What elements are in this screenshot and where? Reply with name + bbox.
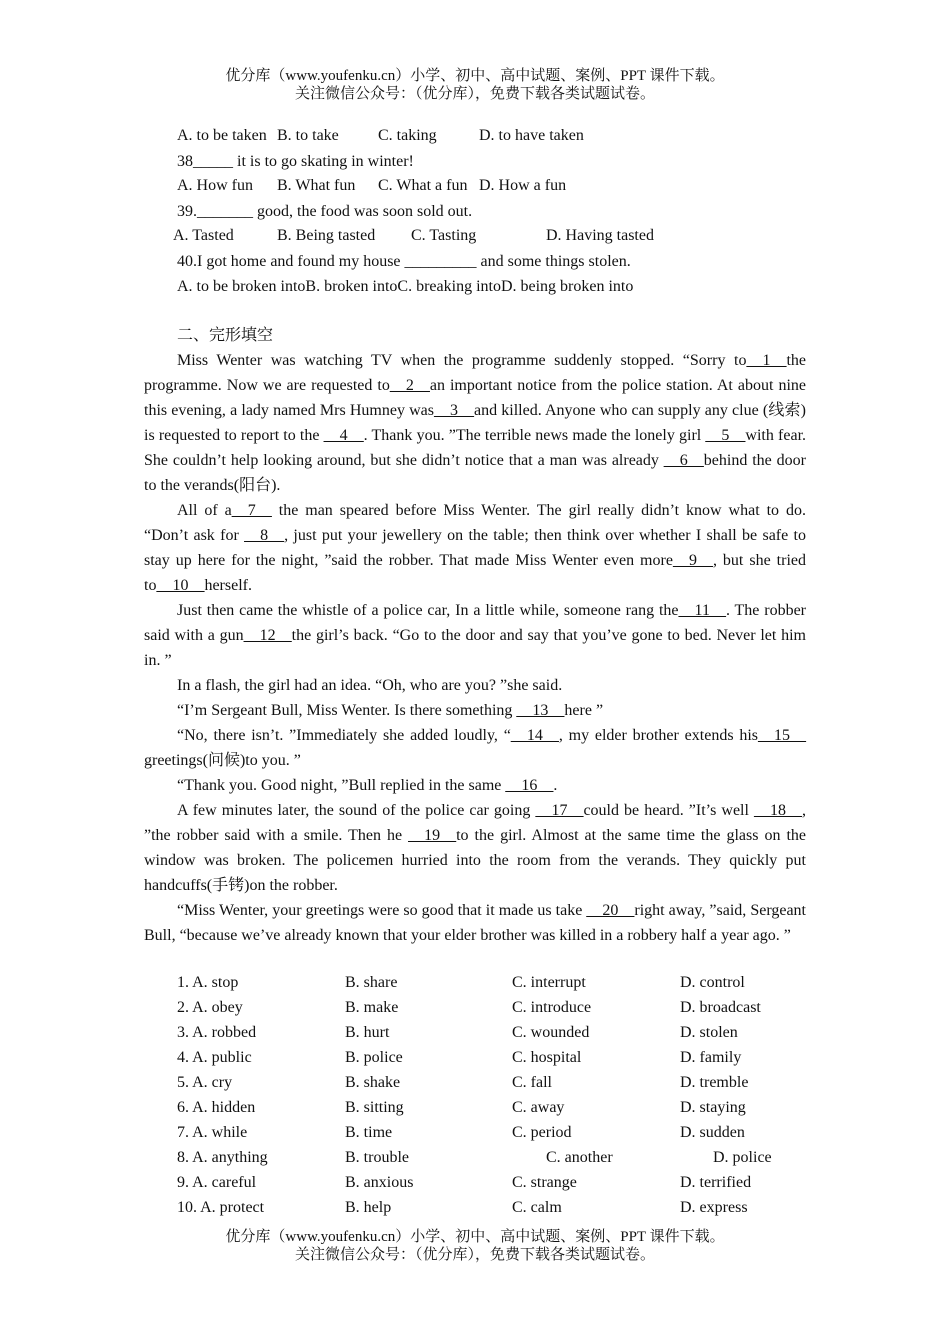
option-cell: B. shake [345, 1074, 401, 1091]
option-cell: B. trouble [345, 1149, 409, 1166]
option-cell: D. stolen [680, 1024, 738, 1041]
blank-1: __1__ [746, 352, 787, 369]
option-cell: B. share [345, 974, 398, 991]
option-cell: B. help [345, 1199, 392, 1216]
blank-19: __19__ [408, 827, 457, 844]
section-title: 二、完形填空 [177, 327, 274, 344]
option-cell: B. anxious [345, 1174, 414, 1191]
blank-15: __15__ [758, 727, 807, 744]
option-cell: B. hurt [345, 1024, 390, 1041]
header-line-1: 优分库（www.youfenku.cn）小学、初中、高中试题、案例、PPT 课件下载。 [225, 68, 725, 84]
option-cell: C. hospital [512, 1049, 582, 1066]
option-cell: C. away [512, 1099, 565, 1116]
option-cell: D. broadcast [680, 999, 761, 1016]
option-cell: C. strange [512, 1174, 577, 1191]
option-cell: C. wounded [512, 1024, 590, 1041]
option-cell: 6. A. hidden [177, 1099, 256, 1116]
option-cell: C. period [512, 1124, 572, 1141]
option-cell: 10. A. protect [177, 1199, 265, 1216]
option-cell: 3. A. robbed [177, 1024, 257, 1041]
option-d: D. How a fun [479, 177, 567, 194]
page-footer [0, 1228, 950, 1264]
option-cell: D. control [680, 974, 745, 991]
q38-stem: 38_____ it is to go skating in winter! [177, 153, 414, 170]
option-b: B. to take [277, 127, 339, 144]
option-cell: 8. A. anything [177, 1149, 268, 1166]
paragraph-9: “Miss Wenter, your greetings were so good that it made us take __20__right away, ”said, Sergeant Bull, “because we’ve already known that your elder brother was killed in a robbery half a year ago. ” [144, 902, 806, 944]
blank-6: __6__ [663, 452, 704, 469]
option-cell: D. express [680, 1199, 748, 1216]
option-c: C. Tasting [411, 227, 477, 244]
option-cell: C. another [546, 1149, 613, 1166]
option-cell: D. terrified [680, 1174, 752, 1191]
option-cell: 4. A. public [177, 1049, 252, 1066]
blank-7: __7__ [231, 502, 272, 519]
paragraph-6: “No, there isn’t. ”Immediately she added loudly, “__14__, my elder brother extends his__15__ greetings(问候)to you. ” [144, 727, 807, 769]
paragraph-1: Miss Wenter was watching TV when the programme suddenly stopped. “Sorry to__1__the programme. Now we are requested to__2__an important notice from the police station. At about nine this evening, a lady named Mrs Humney was__3__and killed. Anyone who can supply any clue (线索) is requested to report to the __4__. Thank you. ”The terrible news made the lonely girl __5__with fear. She couldn’t help looking around, but she didn’t notice that a man was already __6__behind the door to the verands(阳台). [144, 352, 807, 494]
option-cell: C. introduce [512, 999, 592, 1016]
cloze-passage [144, 348, 806, 948]
option-cell: D. family [680, 1049, 742, 1066]
option-cell: 7. A. while [177, 1124, 248, 1141]
blank-3: __3__ [434, 402, 475, 419]
option-cell: B. make [345, 999, 399, 1016]
option-cell: B. time [345, 1124, 393, 1141]
option-cell: D. sudden [680, 1124, 745, 1141]
option-a: A. to be taken [177, 127, 267, 144]
option-cell: C. calm [512, 1199, 562, 1216]
blank-4: __4__ [323, 427, 364, 444]
footer-line-1: 优分库（www.youfenku.cn）小学、初中、高中试题、案例、PPT 课件下载。 [225, 1229, 725, 1245]
blank-14: __14__ [510, 727, 559, 744]
option-a: A. How fun [177, 177, 253, 194]
option-d: D. to have taken [479, 127, 584, 144]
option-cell: 9. A. careful [177, 1174, 257, 1191]
paragraph-4: In a flash, the girl had an idea. “Oh, who are you? ”she said. [177, 677, 563, 694]
option-d: D. Having tasted [546, 227, 654, 244]
option-cell: 2. A. obey [177, 999, 243, 1016]
paragraph-7: “Thank you. Good night, ”Bull replied in the same __16__. [177, 777, 558, 794]
paragraph-5: “I’m Sergeant Bull, Miss Wenter. Is there something __13__here ” [177, 702, 604, 719]
option-cell: 1. A. stop [177, 974, 239, 991]
blank-8: __8__ [244, 527, 285, 544]
option-cell: C. fall [512, 1074, 552, 1091]
option-a: A. Tasted [173, 227, 234, 244]
blank-20: __20__ [586, 902, 635, 919]
blank-12: __12__ [243, 627, 292, 644]
blank-16: __16__ [505, 777, 554, 794]
option-cell: C. interrupt [512, 974, 586, 991]
page-header [0, 67, 950, 103]
blank-11: __11__ [678, 602, 726, 619]
option-cell: D. staying [680, 1099, 746, 1116]
header-line-2: 关注微信公众号：（优分库），免费下载各类试题试卷。 [294, 86, 655, 102]
option-c: C. taking [378, 127, 437, 144]
blank-13: __13__ [516, 702, 565, 719]
option-cell: 5. A. cry [177, 1074, 233, 1091]
q40-stem: 40.I got home and found my house _________ and some things stolen. [177, 253, 631, 270]
option-cell: B. police [345, 1049, 403, 1066]
blank-10: __10__ [156, 577, 205, 594]
paragraph-8: A few minutes later, the sound of the police car going __17__could be heard. ”It’s well __18__, ”the robber said with a smile. Then he __19__to the girl. Almost at the same time the glass on the window was broken. The policemen hurried into the room from the verands. They quickly put handcuffs(手铐)on the robber. [144, 802, 807, 894]
footer-line-2: 关注微信公众号：（优分库），免费下载各类试题试卷。 [294, 1247, 655, 1263]
q40-options: A. to be broken intoB. broken intoC. breaking intoD. being broken into [177, 278, 634, 295]
blank-17: __17__ [535, 802, 584, 819]
option-cell: B. sitting [345, 1099, 404, 1116]
paragraph-3: Just then came the whistle of a police car, In a little while, someone rang the__11__. The robber said with a gun__12__the girl’s back. “Go to the door and say that you’ve gone to bed. Never let him in. ” [144, 602, 807, 669]
blank-9: __9__ [672, 552, 713, 569]
paragraph-2: All of a__7__ the man speared before Miss Wenter. The girl really didn’t know what to do. “Don’t ask for __8__, just put your jewellery on the table; then think over whether I shall be safe to stay up here for the night, ”said the robber. That made Miss Wenter even more__9__, but she tried to__10__herself. [144, 502, 807, 594]
option-c: C. What a fun [378, 177, 468, 194]
option-cell: D. tremble [680, 1074, 749, 1091]
blank-18: __18__ [754, 802, 802, 819]
blank-5: __5__ [705, 427, 746, 444]
option-b: B. What fun [277, 177, 356, 194]
option-b: B. Being tasted [277, 227, 376, 244]
blank-2: __2__ [389, 377, 430, 394]
q39-stem: 39._______ good, the food was soon sold out. [177, 203, 473, 220]
option-cell: D. police [713, 1149, 772, 1166]
